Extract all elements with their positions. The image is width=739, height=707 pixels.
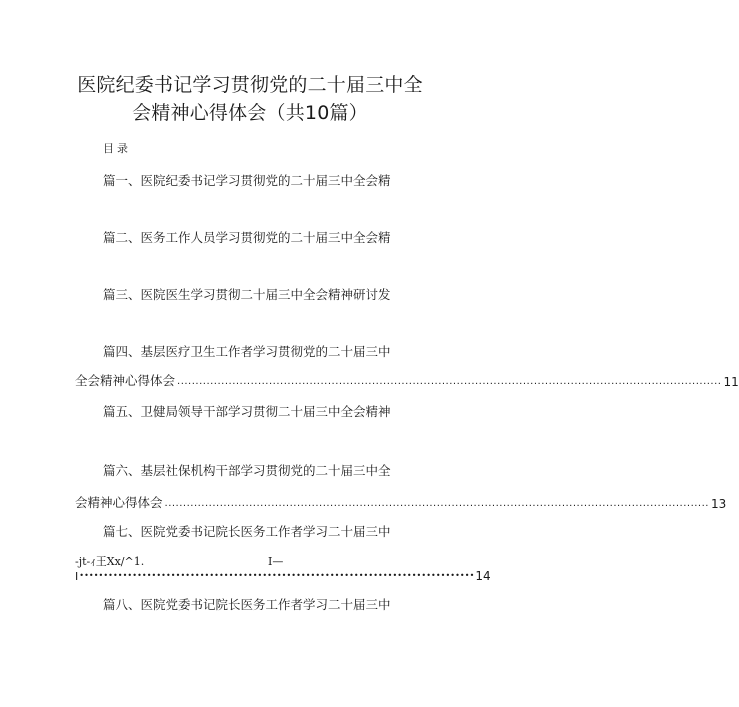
document-title-line-1: 医院纪委书记学习贯彻党的二十届三中全 <box>77 74 423 96</box>
toc-entry-7-garbled-start: I <box>75 569 79 583</box>
toc-entry-6-continuation <box>75 495 727 511</box>
toc-leader-bullets: •••••••••••••••••••••••••••••••••••••••••••••••••••••••••••••••••••••••••••••••••• <box>79 571 475 580</box>
toc-entry-8: 篇八、医院党委书记院长医务工作者学习二十届三中 <box>103 597 391 612</box>
toc-entry-1: 篇一、医院纪委书记学习贯彻党的二十届三中全会精 <box>103 173 391 188</box>
toc-entry-7-garbled-tail: I— <box>268 555 284 568</box>
toc-entry-3: 篇三、医院医生学习贯彻二十届三中全会精神研讨发 <box>103 287 391 302</box>
toc-entry-4-page: 11 <box>723 374 739 389</box>
toc-entry-7: 篇七、医院党委书记院长医务工作者学习二十届三中 <box>103 524 391 539</box>
toc-entry-4-continuation <box>75 373 739 389</box>
toc-entry-4: 篇四、基层医疗卫生工作者学习贯彻党的二十届三中 <box>103 344 391 359</box>
toc-heading: 目录 <box>103 142 131 155</box>
toc-entry-5: 篇五、卫健局领导干部学习贯彻二十届三中全会精神 <box>103 404 391 419</box>
toc-leader-dots: .................................................................................................................................................... <box>164 497 709 509</box>
toc-leader-dots: .................................................................................................................................................... <box>177 375 722 387</box>
toc-entry-4-continuation-text: 全会精神心得体会 <box>75 373 176 388</box>
document-title-line-2: 会精神心得体会（共10篇） <box>132 102 368 124</box>
toc-entry-6: 篇六、基层社保机构干部学习贯彻党的二十届三中全 <box>103 463 391 478</box>
toc-entry-2: 篇二、医务工作人员学习贯彻党的二十届三中全会精 <box>103 230 391 245</box>
toc-entry-6-page: 13 <box>710 496 727 511</box>
toc-entry-6-continuation-text: 会精神心得体会 <box>75 495 163 510</box>
toc-entry-7-continuation <box>75 569 491 583</box>
toc-entry-7-garbled-text: -jt-ｨ王Xx/^1. <box>75 555 145 568</box>
toc-entry-7-page: 14 <box>475 569 491 583</box>
